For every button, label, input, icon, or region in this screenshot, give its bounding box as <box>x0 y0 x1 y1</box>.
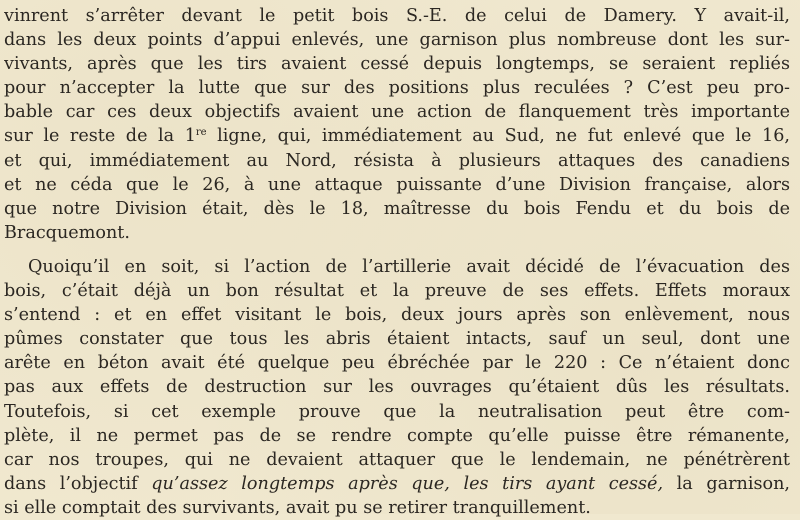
text-segment: ligne, qui, immédiatement au Sud, ne fut enlevé que le 16, <box>206 126 790 147</box>
text-line: Toutefois, si cet exemple prouve que la neutralisation peut être com- <box>4 401 790 422</box>
italic-text: qu’assez longtemps après que, les tirs ayant cessé, <box>151 473 664 494</box>
text-line: car nos troupes, qui ne devaient attaquer que le lendemain, ne pénétrèrent <box>4 449 790 470</box>
text-line: plète, il ne permet pas de se rendre compte qu’elle puisse être rémanente, <box>4 425 790 446</box>
text-segment: la garnison, <box>663 473 790 494</box>
text-line: Bracquemont. <box>4 222 130 243</box>
text-line: dans les deux points d’appui enlevés, une garnison plus nombreuse dont les sur- <box>4 30 790 51</box>
text-line: pûmes constater que tous les abris étaient intacts, sauf un seul, dont une <box>4 329 790 350</box>
paragraph-2 <box>4 255 790 520</box>
ordinal-superscript: re <box>195 127 207 139</box>
text-line: vinrent s’arrêter devant le petit bois S.-E. de celui de Damery. Y avait-il, <box>4 6 790 26</box>
text-line: si elle comptait des survivants, avait pu se retirer tranquillement. <box>4 497 591 518</box>
text-line: que notre Division était, dès le 18, maîtresse du bois Fendu et du bois de <box>4 198 790 219</box>
text-segment: dans l’objectif <box>4 473 152 494</box>
text-line: arête en béton avait été quelque peu ébréchée par le 220 : Ce n’étaient donc <box>4 353 790 374</box>
text-line: et qui, immédiatement au Nord, résista à plusieurs attaques des canadiens <box>4 150 790 171</box>
text-line: vivants, après que les tirs avaient cessé depuis longtemps, se seraient repliés <box>4 54 790 75</box>
paragraph-1 <box>4 4 790 245</box>
text-line: pas aux effets de destruction sur les ouvrages qu’étaient dûs les résultats. <box>4 377 790 398</box>
text-line: bois, c’était déjà un bon résultat et la preuve de ses effets. Effets moraux <box>4 281 790 302</box>
text-line: et ne céda que le 26, à une attaque puissante d’une Division française, alors <box>4 174 790 195</box>
text-line: pour n’accepter la lutte que sur des positions plus reculées ? C’est peu pro- <box>4 78 790 99</box>
text-segment: sur le reste de la 1 <box>4 126 196 147</box>
text-line: Quoiqu’il en soit, si l’action de l’artillerie avait décidé de l’évacuation des <box>28 256 790 277</box>
paragraph-gap <box>4 245 790 255</box>
text-line <box>4 472 790 496</box>
text-line: bable car ces deux objectifs avaient une action de flanquement très importante <box>4 102 790 123</box>
text-line: s’entend : et en effet visitant le bois, deux jours après son enlèvement, nous <box>4 305 790 326</box>
text-line <box>4 124 790 148</box>
